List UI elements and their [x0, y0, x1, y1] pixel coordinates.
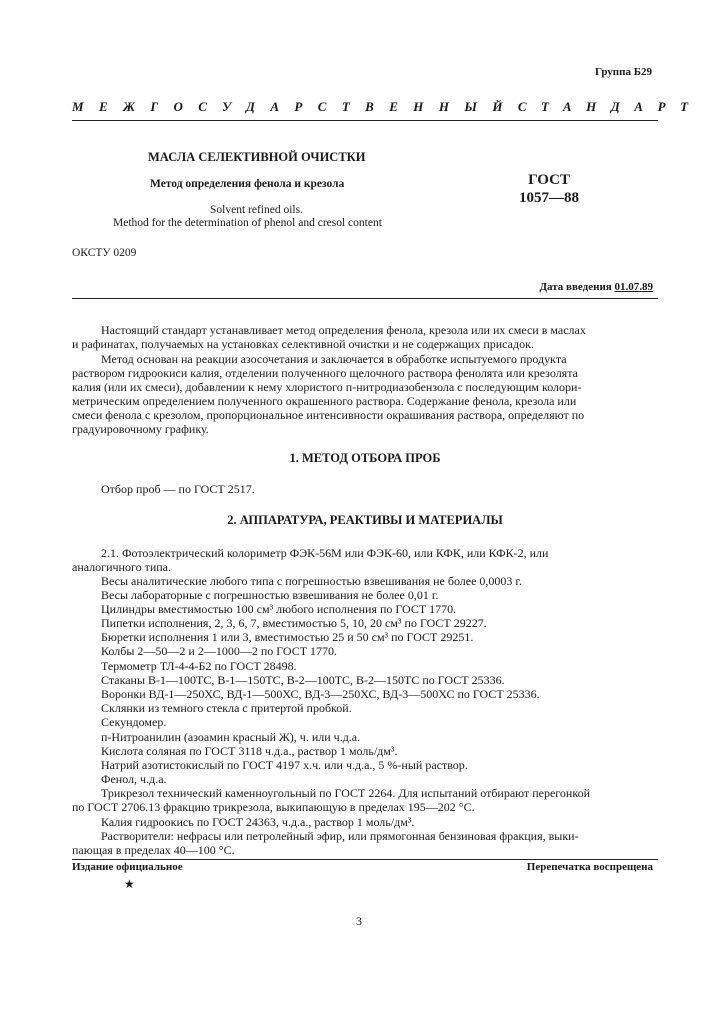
- document-title: МАСЛА СЕЛЕКТИВНОЙ ОЧИСТКИ: [148, 150, 366, 164]
- english-title-line-1: Solvent refined oils.: [210, 204, 303, 216]
- equipment-line: Воронки ВД-1—250ХС, ВД-1—500ХС, ВД-3—250ХС, ВД-3—500ХС по ГОСТ 25336.: [101, 687, 540, 701]
- introduction-date-label: Дата введения: [539, 281, 612, 293]
- equipment-line: Колбы 2—50—2 и 2—1000—2 по ГОСТ 1770.: [101, 644, 338, 658]
- intro-line: градуировочному графику.: [72, 422, 209, 436]
- intro-line: Настоящий стандарт устанавливает метод определения фенола, крезола или их смеси в маслах: [101, 323, 586, 337]
- equipment-line: Стаканы В-1—100ТС, В-1—150ТС, В-2—100ТС, В-2—150ТС по ГОСТ 25336.: [101, 673, 505, 687]
- date-divider: [72, 298, 658, 299]
- equipment-line: пающая в пределах 40—100 °С.: [72, 843, 235, 857]
- intro-line: раствором гидроокиси калия, отделении полученного щелочного раствора фенолята или крезолята: [72, 366, 578, 380]
- section-1-heading: 1. МЕТОД ОТБОРА ПРОБ: [289, 451, 441, 465]
- equipment-line: Весы лабораторные с погрешностью взвешивания не более 0,01 г.: [101, 588, 439, 602]
- equipment-line: по ГОСТ 2706.13 фракцию трикрезола, выкипающую в пределах 195—202 °С.: [72, 800, 475, 814]
- banner-divider: [72, 120, 658, 121]
- page-number: 3: [356, 914, 362, 928]
- star-icon: ★: [124, 877, 135, 891]
- equipment-line: п-Нитроанилин (азоамин красный Ж), ч. или ч.д.а.: [101, 730, 361, 744]
- equipment-line: Склянки из темного стекла с притертой пробкой.: [101, 701, 352, 715]
- reprint-prohibited-note: Перепечатка воспрещена: [526, 861, 653, 873]
- gost-number: 1057—88: [519, 190, 579, 206]
- introduction-date: [539, 281, 653, 293]
- section-1-text: Отбор проб — по ГОСТ 2517.: [101, 482, 255, 496]
- group-code: Группа Б29: [595, 66, 652, 78]
- intro-line: и рафинатах, получаемых на установках селективной очистки и не содержащих присадок.: [72, 337, 534, 351]
- intro-line: метрическим определением полученного окрашенного раствора. Содержание фенола, крезола или: [72, 394, 577, 408]
- equipment-line: Трикрезол технический каменноугольный по ГОСТ 2264. Для испытаний отбирают перегонкой: [101, 786, 590, 800]
- footer-divider: [72, 859, 658, 860]
- equipment-line: Натрий азотистокислый по ГОСТ 4197 х.ч. или ч.д.а., 5 %-ный раствор.: [101, 758, 468, 772]
- equipment-line: Цилиндры вместимостью 100 см³ любого исполнения по ГОСТ 1770.: [101, 602, 457, 616]
- equipment-line: Весы аналитические любого типа с погрешностью взвешивания не более 0,0003 г.: [101, 574, 522, 588]
- gost-label: ГОСТ: [528, 172, 570, 188]
- equipment-line: аналогичного типа.: [72, 560, 172, 574]
- okstu-code: ОКСТУ 0209: [72, 247, 137, 259]
- introduction-date-value: 01.07.89: [614, 281, 653, 293]
- equipment-line: Пипетки исполнения, 2, 3, 6, 7, вместимостью 5, 10, 20 см³ по ГОСТ 29227.: [101, 616, 487, 630]
- intro-line: калия (или их смеси), добавлении к нему хлористого п-нитродиазобензола с последующим колори-: [72, 380, 582, 394]
- equipment-line: Секундомер.: [101, 715, 167, 729]
- equipment-line: Калия гидроокись по ГОСТ 24363, ч.д.а., раствор 1 моль/дм³.: [101, 815, 415, 829]
- intro-line: Метод основан на реакции азосочетания и заключается в обработке испытуемого продукта: [101, 352, 567, 366]
- equipment-line: Бюретки исполнения 1 или 3, вместимостью 25 и 50 см³ по ГОСТ 29251.: [101, 630, 474, 644]
- intro-line: смеси фенола с крезолом, пропорциональное интенсивности окрашивания раствора, определяют по: [72, 408, 585, 422]
- gost-designation: [519, 171, 579, 207]
- section-2-heading: 2. АППАРАТУРА, РЕАКТИВЫ И МАТЕРИАЛЫ: [227, 513, 503, 527]
- english-title-line-2: Method for the determination of phenol and cresol content: [113, 217, 382, 229]
- banner-word-interstate: МЕЖГОСУДАРСТВЕННЫЙ: [72, 99, 518, 114]
- standard-banner: [72, 99, 703, 115]
- official-edition-note: Издание официальное: [72, 861, 183, 873]
- equipment-line: Фенол, ч.д.а.: [101, 772, 167, 786]
- equipment-line: Растворители: нефрасы или петролейный эфир, или прямогонная бензиновая фракция, выки-: [101, 829, 579, 843]
- document-subtitle: Метод определения фенола и крезола: [150, 178, 345, 190]
- equipment-line: 2.1. Фотоэлектрический колориметр ФЭК-56М или ФЭК-60, или КФК, или КФК-2, или: [101, 546, 549, 560]
- equipment-line: Кислота соляная по ГОСТ 3118 ч.д.а., раствор 1 моль/дм³.: [101, 744, 398, 758]
- banner-word-standard: СТАНДАРТ: [517, 99, 703, 114]
- equipment-line: Термометр ТЛ-4-4-Б2 по ГОСТ 28498.: [101, 659, 297, 673]
